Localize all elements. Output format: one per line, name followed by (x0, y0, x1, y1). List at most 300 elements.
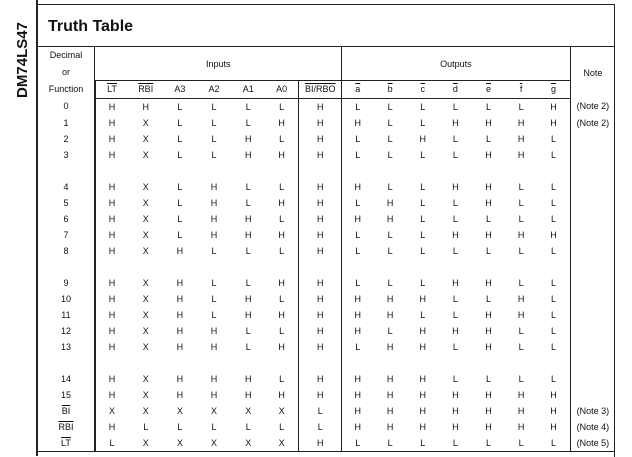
gap-cell (232, 163, 265, 179)
value-cell: X (176, 405, 183, 416)
gap-cell (265, 355, 299, 371)
value-cell: L (420, 277, 426, 288)
value-cell: H (485, 149, 492, 160)
note-cell (570, 307, 615, 323)
value-cell: L (452, 213, 458, 224)
gap-cell (265, 259, 299, 275)
value-cell: H (452, 421, 459, 432)
value-cell: L (452, 197, 458, 208)
note-cell (570, 291, 615, 307)
value-cell: L (537, 243, 570, 259)
value-cell: X (211, 437, 218, 448)
value-cell: X (142, 133, 149, 144)
table-row (38, 131, 615, 147)
value-cell: L (420, 117, 426, 128)
column-header-b: $\overline{b}$ (374, 81, 407, 98)
value-cell: H (485, 277, 492, 288)
gap-cell (232, 355, 265, 371)
value-cell: H (278, 309, 285, 320)
gap-cell (128, 163, 163, 179)
value-cell: L (211, 245, 217, 256)
gap-cell (472, 355, 505, 371)
value-cell: H (244, 373, 252, 384)
gap-cell (341, 163, 373, 179)
value-cell: H (95, 179, 128, 195)
value-cell: H (176, 389, 184, 400)
column-header-lt: $\overline{LT}$ (95, 81, 128, 98)
value-cell: H (95, 291, 128, 307)
value-cell: H (419, 133, 426, 144)
value-cell: L (485, 437, 491, 448)
value-cell: H (386, 293, 394, 304)
value-cell: H (244, 133, 252, 144)
column-header-a: $\overline{a}$ (341, 81, 373, 98)
value-cell: H (278, 341, 285, 352)
value-cell: L (245, 117, 251, 128)
value-cell: L (279, 133, 285, 144)
value-cell: H (176, 309, 184, 320)
value-cell: X (245, 437, 252, 448)
value-cell: L (485, 133, 491, 144)
value-cell: H (419, 421, 426, 432)
value-cell: L (387, 133, 393, 144)
table-row (38, 323, 615, 339)
value-cell: L (452, 373, 458, 384)
value-cell: H (452, 277, 459, 288)
value-cell: H (95, 147, 128, 163)
note-cell (570, 339, 615, 355)
value-cell: H (244, 309, 252, 320)
value-cell: H (299, 195, 342, 211)
value-cell: L (518, 181, 524, 192)
gap-cell (341, 259, 373, 275)
value-cell: H (517, 149, 525, 160)
value-cell: H (210, 389, 218, 400)
gap-cell (374, 259, 407, 275)
value-cell: L (387, 229, 393, 240)
table-row (38, 387, 615, 403)
table-row (38, 339, 615, 355)
value-cell: L (355, 133, 361, 144)
note-cell (570, 131, 615, 147)
value-cell: L (537, 195, 570, 211)
value-cell: H (485, 421, 492, 432)
note-cell: (Note 4) (576, 421, 610, 432)
table-row (38, 195, 615, 211)
value-cell: H (244, 149, 252, 160)
value-cell: L (355, 245, 361, 256)
gap-cell (505, 259, 537, 275)
value-cell: X (211, 405, 218, 416)
gap-cell (95, 355, 128, 371)
value-cell: X (142, 229, 149, 240)
value-cell: H (354, 405, 361, 416)
value-cell: H (386, 341, 394, 352)
value-cell: L (245, 341, 251, 352)
gap-cell (570, 163, 615, 179)
note-cell (570, 275, 615, 291)
value-cell: H (176, 277, 184, 288)
value-cell: H (299, 131, 342, 147)
value-cell: H (386, 389, 394, 400)
row-gap (38, 163, 615, 179)
table-row (38, 179, 615, 195)
value-cell: L (279, 213, 285, 224)
function-cell: 1 (38, 115, 95, 131)
value-cell: L (245, 325, 251, 336)
function-cell: 2 (38, 131, 95, 147)
value-cell: L (537, 307, 570, 323)
value-cell: H (537, 403, 570, 419)
value-cell: H (95, 307, 128, 323)
column-header-rbi: $\overline{RBI}$ (128, 81, 163, 98)
note-cell (570, 387, 615, 403)
value-cell: L (420, 213, 426, 224)
value-cell: L (355, 197, 361, 208)
gap-cell (374, 163, 407, 179)
value-cell: H (386, 421, 394, 432)
table-row (38, 147, 615, 163)
value-cell: H (95, 243, 128, 259)
value-cell: H (452, 229, 459, 240)
table-row (38, 227, 615, 243)
value-cell: H (354, 421, 361, 432)
value-cell: H (95, 387, 128, 403)
table-row (38, 307, 615, 323)
truth-table-body (38, 98, 615, 451)
value-cell: H (176, 325, 184, 336)
value-cell: L (518, 437, 524, 448)
value-cell: L (177, 197, 183, 208)
gap-cell (439, 355, 472, 371)
value-cell: H (419, 293, 426, 304)
value-cell: L (177, 133, 183, 144)
value-cell: H (537, 115, 570, 131)
value-cell: L (211, 293, 217, 304)
value-cell: L (177, 117, 183, 128)
value-cell: H (176, 293, 184, 304)
gap-cell (196, 163, 231, 179)
value-cell: L (143, 421, 149, 432)
value-cell: H (517, 421, 525, 432)
function-cell: $\overline{RBI}$ (38, 419, 95, 435)
value-cell: H (386, 309, 394, 320)
row-gap (38, 355, 615, 371)
value-cell: H (354, 373, 361, 384)
gap-cell (407, 163, 439, 179)
value-cell: L (537, 323, 570, 339)
value-cell: H (278, 197, 285, 208)
gap-cell (341, 355, 373, 371)
value-cell: L (279, 325, 285, 336)
value-cell: L (177, 229, 183, 240)
value-cell: X (95, 403, 128, 419)
value-cell: H (419, 325, 426, 336)
value-cell: H (452, 389, 459, 400)
value-cell: H (299, 179, 342, 195)
value-cell: X (142, 245, 149, 256)
row-gap (38, 259, 615, 275)
value-cell: L (485, 373, 491, 384)
function-cell: 4 (38, 179, 95, 195)
value-cell: H (278, 117, 285, 128)
value-cell: L (245, 181, 251, 192)
value-cell: X (278, 405, 285, 416)
value-cell: L (177, 421, 183, 432)
table-row (38, 419, 615, 435)
value-cell: H (419, 341, 426, 352)
function-cell: 6 (38, 211, 95, 227)
value-cell: X (142, 373, 149, 384)
gap-cell (163, 355, 196, 371)
value-cell: H (244, 293, 252, 304)
value-cell: H (485, 309, 492, 320)
value-cell: H (299, 98, 342, 115)
value-cell: L (485, 213, 491, 224)
value-cell: H (299, 227, 342, 243)
value-cell: L (452, 133, 458, 144)
value-cell: X (142, 197, 149, 208)
gap-cell (299, 355, 342, 371)
gap-cell (407, 355, 439, 371)
note-cell (570, 243, 615, 259)
inputs-header: Inputs (95, 47, 342, 81)
value-cell: L (518, 277, 524, 288)
value-cell: H (299, 339, 342, 355)
column-header-g: $\overline{g}$ (537, 81, 570, 98)
value-cell: H (176, 341, 184, 352)
value-cell: X (142, 277, 149, 288)
value-cell: H (517, 293, 525, 304)
value-cell: X (142, 389, 149, 400)
value-cell: H (176, 245, 184, 256)
value-cell: L (420, 197, 426, 208)
value-cell: H (485, 389, 492, 400)
value-cell: L (355, 149, 361, 160)
value-cell: H (299, 291, 342, 307)
value-cell: H (485, 181, 492, 192)
gap-cell (38, 163, 95, 179)
value-cell: X (278, 437, 285, 448)
gap-cell (232, 259, 265, 275)
value-cell: H (95, 227, 128, 243)
value-cell: H (386, 213, 394, 224)
value-cell: H (517, 405, 525, 416)
value-cell: X (142, 325, 149, 336)
value-cell: L (420, 229, 426, 240)
gap-cell (196, 259, 231, 275)
value-cell: L (245, 421, 251, 432)
value-cell: L (211, 309, 217, 320)
value-cell: H (244, 229, 252, 240)
value-cell: H (354, 309, 361, 320)
value-cell: H (95, 115, 128, 131)
value-cell: H (485, 229, 492, 240)
value-cell: L (279, 421, 285, 432)
value-cell: L (245, 101, 251, 112)
function-cell: 10 (38, 291, 95, 307)
value-cell: L (211, 421, 217, 432)
function-cell: 14 (38, 371, 95, 387)
value-cell: L (420, 181, 426, 192)
value-cell: L (420, 101, 426, 112)
value-cell: H (452, 117, 459, 128)
value-cell: L (452, 341, 458, 352)
value-cell: H (278, 229, 285, 240)
value-cell: H (278, 389, 285, 400)
value-cell: L (420, 309, 426, 320)
value-cell: L (387, 325, 393, 336)
gap-cell (299, 163, 342, 179)
value-cell: L (485, 293, 491, 304)
value-cell: H (419, 405, 426, 416)
value-cell: H (354, 389, 361, 400)
value-cell: L (355, 101, 361, 112)
value-cell: L (355, 341, 361, 352)
value-cell: H (210, 181, 218, 192)
value-cell: L (537, 435, 570, 451)
value-cell: L (485, 101, 491, 112)
value-cell: H (244, 213, 252, 224)
value-cell: L (211, 133, 217, 144)
value-cell: L (279, 101, 285, 112)
value-cell: H (299, 115, 342, 131)
value-cell: H (452, 181, 459, 192)
value-cell: L (485, 245, 491, 256)
value-cell: H (278, 149, 285, 160)
value-cell: L (537, 131, 570, 147)
value-cell: H (537, 227, 570, 243)
column-header-c: $\overline{c}$ (407, 81, 439, 98)
value-cell: H (299, 371, 342, 387)
value-cell: L (518, 373, 524, 384)
note-cell (570, 195, 615, 211)
value-cell: L (177, 101, 183, 112)
value-cell: H (299, 211, 342, 227)
column-header-a0: A0 (265, 81, 299, 98)
value-cell: H (299, 243, 342, 259)
table-row (38, 291, 615, 307)
truth-table (38, 47, 615, 451)
bottom-divider (38, 451, 615, 452)
value-cell: X (142, 405, 149, 416)
value-cell: H (485, 197, 492, 208)
gap-cell (38, 355, 95, 371)
value-cell: L (211, 101, 217, 112)
value-cell: L (537, 339, 570, 355)
function-cell: 11 (38, 307, 95, 323)
value-cell: L (245, 245, 251, 256)
value-cell: H (517, 389, 525, 400)
note-cell: (Note 5) (576, 437, 610, 448)
value-cell: H (419, 389, 426, 400)
value-cell: L (211, 277, 217, 288)
function-cell: $\overline{BI}$ (38, 403, 95, 419)
gap-cell (472, 163, 505, 179)
value-cell: H (354, 181, 361, 192)
value-cell: L (279, 373, 285, 384)
value-cell: L (420, 245, 426, 256)
page-title: Truth Table (48, 18, 134, 35)
value-cell: H (176, 373, 184, 384)
value-cell: L (177, 181, 183, 192)
table-row (38, 275, 615, 291)
value-cell: H (299, 435, 342, 451)
column-header-a2: A2 (196, 81, 231, 98)
value-cell: H (517, 133, 525, 144)
column-header-f: $\overline{f}$ (505, 81, 537, 98)
value-cell: L (518, 197, 524, 208)
note-cell (570, 371, 615, 387)
value-cell: X (142, 309, 149, 320)
value-cell: H (452, 405, 459, 416)
value-cell: L (387, 437, 393, 448)
value-cell: H (95, 323, 128, 339)
value-cell: H (299, 275, 342, 291)
value-cell: L (355, 229, 361, 240)
function-cell: 12 (38, 323, 95, 339)
value-cell: L (420, 149, 426, 160)
value-cell: H (210, 341, 218, 352)
gap-cell (128, 355, 163, 371)
gap-cell (374, 355, 407, 371)
value-cell: H (485, 117, 492, 128)
decimal-header: Decimal or Function (38, 47, 95, 98)
value-cell: L (387, 117, 393, 128)
function-cell: 3 (38, 147, 95, 163)
value-cell: H (299, 147, 342, 163)
value-cell: L (387, 277, 393, 288)
value-cell: H (537, 98, 570, 115)
value-cell: L (387, 149, 393, 160)
value-cell: H (95, 419, 128, 435)
value-cell: H (452, 325, 459, 336)
value-cell: H (354, 293, 361, 304)
value-cell: L (279, 181, 285, 192)
function-cell: $\overline{LT}$ (38, 435, 95, 451)
gap-cell (439, 163, 472, 179)
value-cell: L (279, 245, 285, 256)
value-cell: H (485, 341, 492, 352)
note-cell: (Note 3) (576, 405, 610, 416)
note-cell (570, 227, 615, 243)
value-cell: L (279, 293, 285, 304)
value-cell: L (95, 435, 128, 451)
value-cell: L (518, 213, 524, 224)
note-cell (570, 323, 615, 339)
value-cell: L (355, 437, 361, 448)
value-cell: L (452, 309, 458, 320)
function-cell: 9 (38, 275, 95, 291)
gap-cell (163, 259, 196, 275)
gap-cell (196, 355, 231, 371)
value-cell: L (299, 403, 342, 419)
table-row (38, 98, 615, 115)
value-cell: H (278, 277, 285, 288)
value-cell: H (386, 373, 394, 384)
value-cell: H (537, 387, 570, 403)
value-cell: H (517, 117, 525, 128)
value-cell: H (95, 339, 128, 355)
column-header-d: $\overline{d}$ (439, 81, 472, 98)
value-cell: H (354, 213, 361, 224)
value-cell: L (537, 179, 570, 195)
value-cell: H (210, 229, 218, 240)
note-cell (570, 147, 615, 163)
value-cell: L (537, 291, 570, 307)
note-header: Note (583, 67, 603, 78)
value-cell: H (386, 197, 394, 208)
